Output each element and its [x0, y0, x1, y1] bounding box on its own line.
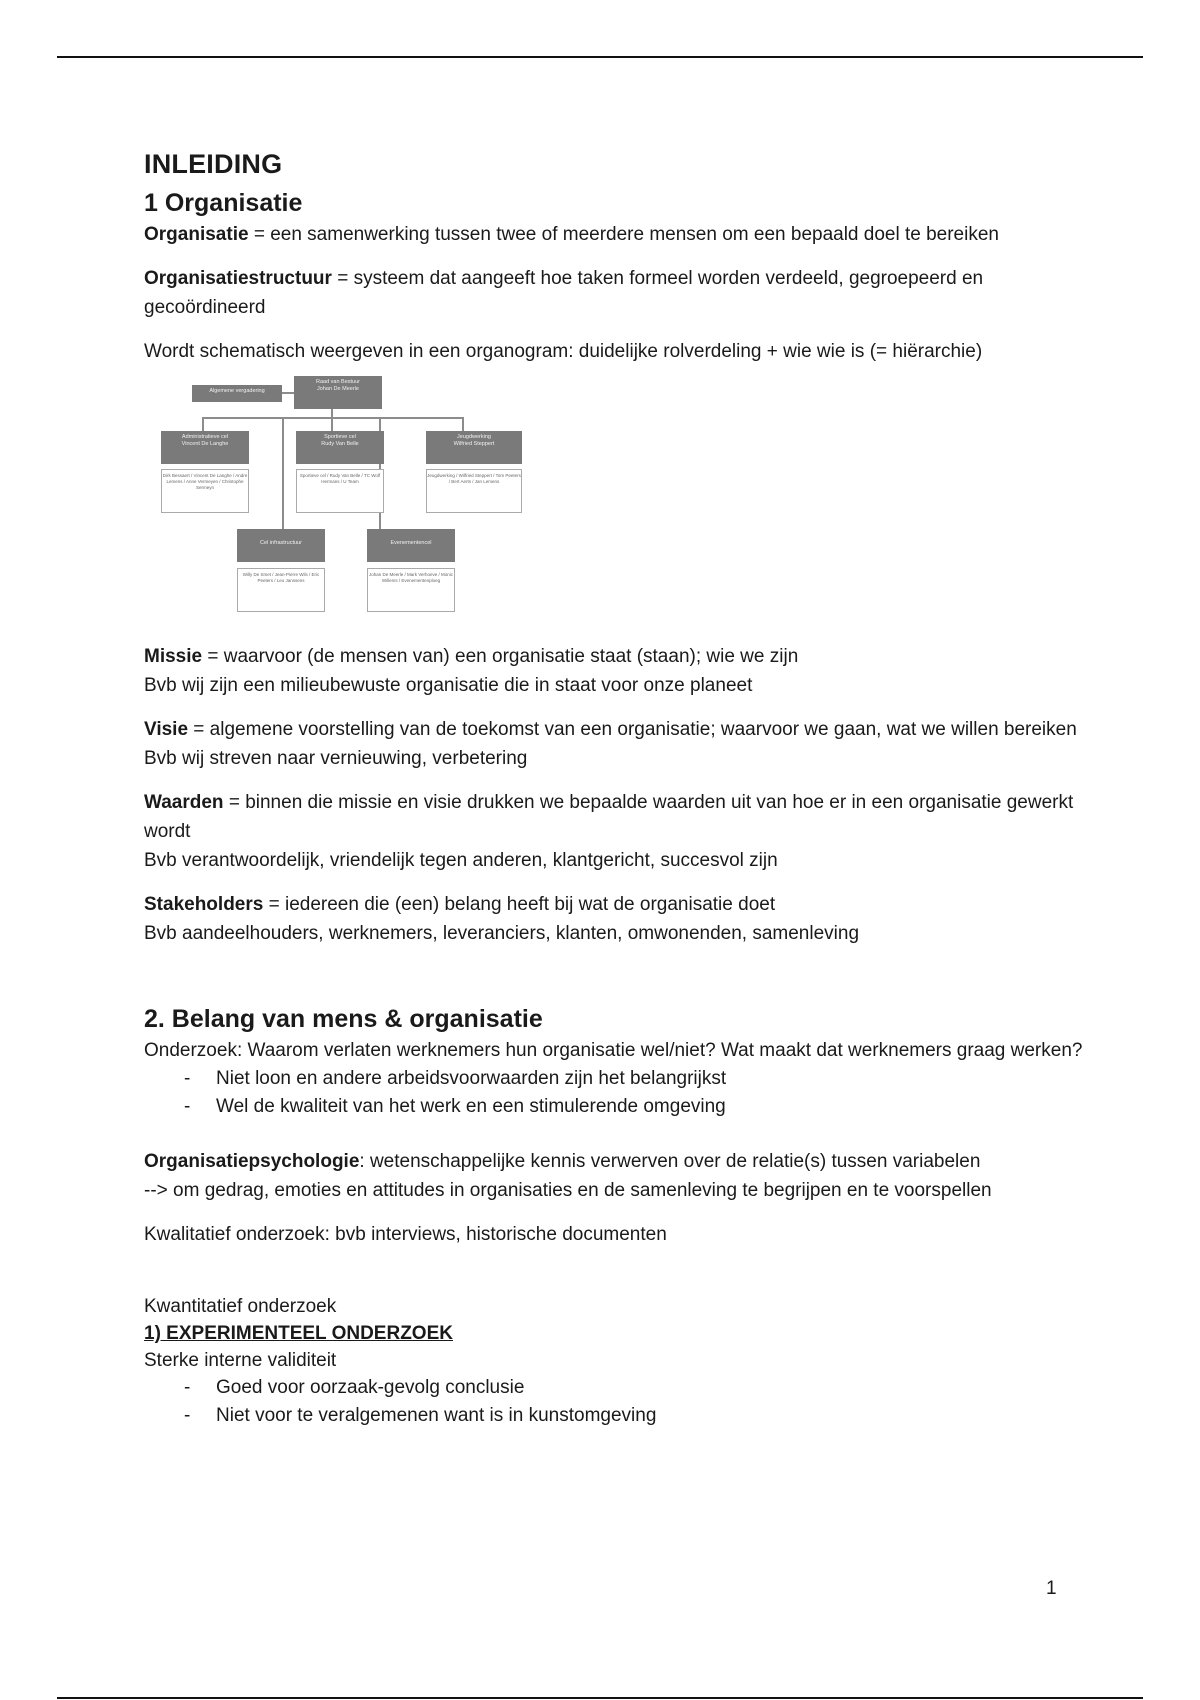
experimental-heading-line: [144, 1320, 1084, 1347]
organogram-image: [144, 374, 552, 622]
organisatiepsychologie-term: Organisatiepsychologie: [144, 1151, 360, 1172]
visie-example: Bvb wij streven naar vernieuwing, verbetering: [144, 748, 528, 769]
quantitative-research: Kwantitatief onderzoek: [144, 1296, 337, 1317]
experimental-heading: 1) EXPERIMENTEEL ONDERZOEK: [144, 1323, 453, 1344]
list-item: - Goed voor oorzaak-gevolg conclusie: [144, 1374, 1084, 1402]
org-mid-box-2: Sportieve cel Rudy Van Belle: [296, 431, 384, 464]
organogram-text: Wordt schematisch weergeven in een organogram: duidelijke rolverdeling + wie wie is (= hiërarchie): [144, 341, 983, 362]
waarden-example: Bvb verantwoordelijk, vriendelijk tegen anderen, klantgericht, succesvol zijn: [144, 850, 778, 871]
visie-definition: Visie = algemene voorstelling van de toekomst van een organisatie; waarvoor we gaan, wat we willen bereiken Bvb wij streven naar vernieuwing, verbetering: [144, 719, 1077, 769]
list-item: - Wel de kwaliteit van het werk en een stimulerende omgeving: [144, 1093, 1084, 1121]
org-mid-list-3: Jeugdwerking / Wilfried Steppert / Tom Peeters / Bert Aerts / Jan Lemens: [426, 469, 522, 513]
missie-definition: Missie = waarvoor (de mensen van) een organisatie staat (staan); wie we zijn Bvb wij zijn een milieubewuste organisatie die in staat voor onze planeet: [144, 646, 799, 696]
section-2-title: 2. Belang van mens & organisatie: [144, 1005, 543, 1033]
organisatiestructuur-term: Organisatiestructuur: [144, 268, 332, 289]
missie-example: Bvb wij zijn een milieubewuste organisatie die in staat voor onze planeet: [144, 675, 753, 696]
org-mid-box-3: Jeugdwerking Wilfried Steppert: [426, 431, 522, 464]
experimental-bullets: [144, 1374, 1084, 1430]
org-bottom-list-1: Willy De Smet / Jean-Pierre Wils / Eric Peeters / Leo Janssens: [237, 568, 325, 612]
organisatiepsychologie-aim: --> om gedrag, emoties en attitudes in organisaties en de samenleving te begrijpen en te voorspellen: [144, 1180, 992, 1201]
org-bottom-box-2: Evenementencel: [367, 529, 455, 562]
org-top-box: Raad van Bestuur Johan De Meerle: [294, 376, 382, 409]
org-mid-list-2: Sportieve cel / Rudy Van Belle / TC Wolf Hermans / U Team: [296, 469, 384, 513]
organisatiepsychologie-definition: Organisatiepsychologie: wetenschappelijke kennis verwerven over de relatie(s) tussen variabelen --> om gedrag, emoties en attitudes in organisaties en de samenleving te begrijpen en te voorspellen: [144, 1151, 992, 1201]
org-bottom-list-2: Johan De Meerle / Mark Verhoeve / Monic Willems / Evenementenploeg: [367, 568, 455, 612]
visie-term: Visie: [144, 719, 189, 740]
header-rule: [57, 56, 1143, 58]
page-number: 1: [1046, 1578, 1057, 1599]
waarden-definition: Waarden = binnen die missie en visie drukken we bepaalde waarden uit van hoe er in een organisatie gewerkt wordt Bvb verantwoordelijk, vriendelijk tegen anderen, klantgericht, succesvol zijn: [144, 792, 1074, 871]
qualitative-research: Kwalitatief onderzoek: bvb interviews, historische documenten: [144, 1224, 667, 1245]
organisatie-term: Organisatie: [144, 224, 249, 245]
internal-validity: Sterke interne validiteit: [144, 1350, 337, 1371]
research-bullets: [144, 1065, 1084, 1121]
chapter-heading: INLEIDING: [144, 149, 283, 179]
stakeholders-example: Bvb aandeelhouders, werknemers, leveranciers, klanten, omwonenden, samenleving: [144, 923, 860, 944]
research-question: Onderzoek: Waarom verlaten werknemers hun organisatie wel/niet? Wat maakt dat werknemers graag werken?: [144, 1040, 1083, 1061]
organisatiestructuur-definition: Organisatiestructuur = systeem dat aangeeft hoe taken formeel worden verdeeld, gegroepeerd en gecoördineerd: [144, 268, 984, 318]
list-item: - Niet voor te veralgemenen want is in kunstomgeving: [144, 1402, 1084, 1430]
org-side-box: Algemene vergadering: [192, 385, 282, 402]
organisatie-definition: Organisatie = een samenwerking tussen twee of meerdere mensen om een bepaald doel te bereiken: [144, 224, 999, 245]
missie-term: Missie: [144, 646, 203, 667]
section-1-title: 1 Organisatie: [144, 189, 303, 217]
org-bottom-box-1: Cel infrastructuur: [237, 529, 325, 562]
waarden-term: Waarden: [144, 792, 224, 813]
stakeholders-definition: Stakeholders = iedereen die (een) belang heeft bij wat de organisatie doet Bvb aandeelhouders, werknemers, leveranciers, klanten, omwonenden, samenleving: [144, 894, 860, 944]
document-body: [144, 146, 1084, 1445]
list-item: - Niet loon en andere arbeidsvoorwaarden zijn het belangrijkst: [144, 1065, 1084, 1093]
org-mid-box-1: Administratieve cel Vincent De Langhe: [161, 431, 249, 464]
org-mid-list-1: Dirk Bessaert / Vincent De Langhe / Andre Lemens / Anne Vermeyen / Christophe Sermeyn: [161, 469, 249, 513]
stakeholders-term: Stakeholders: [144, 894, 264, 915]
footer-rule: [57, 1697, 1143, 1699]
